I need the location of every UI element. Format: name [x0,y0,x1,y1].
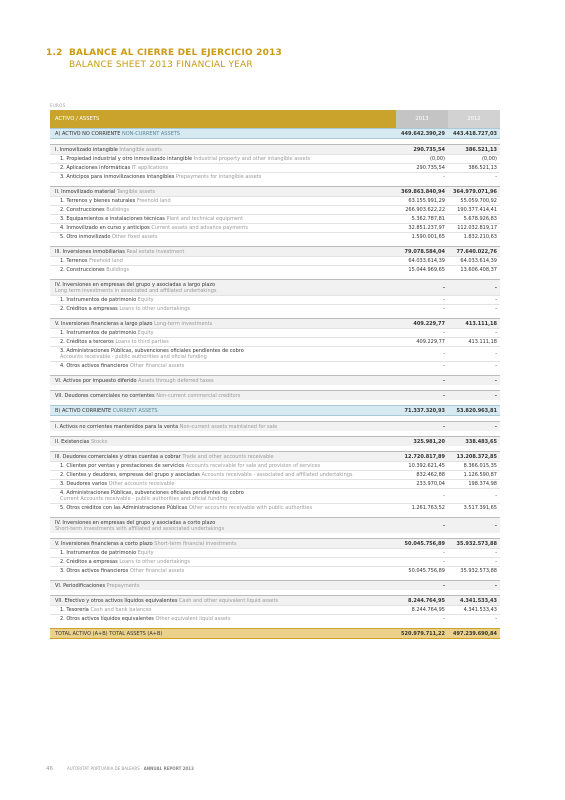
row-label-es: 1. Instrumentos de patrimonio [60,297,137,303]
row-label-en: IT applications [131,165,169,171]
value-2013: - [442,284,445,291]
row-label-es: I. Activos no corrientes mantenidos para la venta [55,423,179,430]
value-2012: 198.374,98 [468,481,497,487]
row-label-es: 2. Créditos a terceros [60,339,114,345]
value-2013: 409.229,77 [413,320,445,327]
value-2012: (0,00) [481,156,497,162]
section-number: 1.2 [46,48,63,58]
year-2012-header: 2012 [448,110,500,128]
row-label-en: Equity [137,297,154,303]
row-label-en: Other equivalent liquid assets [155,616,231,622]
value-2012: - [494,582,497,589]
section-row [50,405,500,416]
value-2012: 55.059.700,92 [460,198,497,204]
value-2012: - [495,351,497,357]
row-label-es: 1. Tesorería [60,607,89,613]
row-label-en: Loans to other undertakings [119,306,190,312]
row-label-es: I. Inmovilizado intangible [55,146,118,153]
value-2012: 112.032.819,17 [457,225,497,231]
row-label-en: Assets through deferred taxes [138,377,214,384]
item-row [50,232,500,241]
value-2012: - [494,284,497,291]
value-2013: 8.244.764,95 [407,597,445,604]
row-label-es: 2. Créditos a empresas [60,306,118,312]
value-2013: - [442,423,445,430]
value-2013: (0,00) [429,156,445,162]
item-row [50,304,500,313]
value-2013: 325.981,20 [413,438,445,445]
value-2012: 1.832.210,63 [463,234,497,240]
value-2013: - [442,377,445,384]
value-2013: 832.462,88 [416,472,445,478]
row-label-es: 3. Deudores varios [60,481,108,487]
item-row [50,461,500,470]
item-row [50,614,500,623]
item-row [50,328,500,337]
row-label-es: 2. Aplicaciones informáticas [60,165,131,171]
row-label-en: Prepayments for intangible assets [175,174,262,180]
value-2012: 413.111,18 [465,320,497,327]
row-label-en: Cash and bank balances [90,607,152,613]
row-label-es: 1. Terrenos [60,258,88,264]
item-row [50,470,500,479]
value-2012: 53.820.963,81 [456,407,497,414]
value-2013: 290.735,54 [416,165,445,171]
value-2012: - [495,174,497,180]
item-row [50,265,500,274]
item-row [50,488,500,503]
value-2013: - [443,351,445,357]
item-row [50,205,500,214]
value-2012: - [494,392,497,399]
value-2012: - [494,377,497,384]
item-row [50,172,500,181]
row-label-en: Non-current assets maintained for sale [179,423,278,430]
value-2013: - [443,559,445,565]
item-row [50,548,500,557]
section-subtitle: BALANCE SHEET 2013 FINANCIAL YEAR [69,60,253,70]
row-label-en: Non-current commercial creditors [156,392,241,399]
value-2012: - [495,297,497,303]
item-row [50,154,500,163]
value-2013: 266.903.622,22 [405,207,445,213]
value-2012: 338.483,65 [465,438,497,445]
row-label-es: 4. Administraciones Públicas, subvenciones oficiales pendientes de cobro [60,490,244,496]
group-row [50,246,500,256]
value-2013: 5.362.787,81 [411,216,445,222]
value-2013: 10.392.621,45 [408,463,445,469]
value-2013: - [443,493,445,499]
row-label-es: 4. Otros activos financieros [60,363,129,369]
value-2013: 71.337.320,93 [404,407,445,414]
row-label-en: Real estate investment [126,248,185,255]
value-2012: - [495,493,497,499]
value-2013: 1.590.001,65 [411,234,445,240]
item-row [50,361,500,370]
value-2013: 15.044.969,65 [408,267,445,273]
value-2013: - [442,392,445,399]
value-2013: 32.851.237,97 [408,225,445,231]
row-label-en: Short-term investments with affiliated and associated undertakings [55,525,225,532]
row-label-en: Other fixed assets [111,234,158,240]
row-label-en: Accounts receivable - public authorities and oficial funding [60,354,207,360]
row-label-es: 4. Inmovilizado en curso y anticipos [60,225,150,231]
row-label-es: 3. Administraciones Públicas, subvenciones oficiales pendientes de cobro [60,348,244,354]
row-label-en: Loans to other undertakings [119,559,190,565]
row-label-en: Tangible assets [116,188,155,195]
group-row [50,580,500,590]
value-2012: 413.111,18 [468,339,497,345]
row-label-en: CURRENT ASSETS [112,407,158,414]
value-2013: - [443,174,445,180]
row-label-en: Accounts receivable - associated and affiliated undertakings [201,472,353,478]
group-row [50,318,500,328]
item-row [50,223,500,232]
value-2013: - [442,582,445,589]
row-label-es: V. Inversiones financieras a corto plazo [55,540,153,547]
row-label-en: Long term investments in associated and affiliated undertakings [55,287,217,294]
item-row [50,557,500,566]
row-label-en: Intangible assets [119,146,162,153]
row-label-en: Plant and technical equipment [166,216,244,222]
header-label-en: / ASSETS [74,116,100,122]
row-label-es: 1. Propiedad industrial y otro inmovilizado intangible [60,156,193,162]
row-label-es: 2. Construcciones [60,267,105,273]
item-row [50,346,500,361]
value-2012: 5.678.926,83 [463,216,497,222]
item-row [50,214,500,223]
header-label-es: ACTIVO [55,116,75,122]
row-label-es: III. Deudores comerciales y otras cuentas a cobrar [55,453,181,460]
row-label-en: TOTAL ASSETS (A+B) [109,630,163,637]
row-label-es: VI. Activos por impuesto diferido [55,377,137,384]
section-row [50,128,500,139]
group-row [50,538,500,548]
year-2013-header: 2013 [396,110,448,128]
value-2013: 233.970,04 [416,481,445,487]
row-label-es: 2. Créditos a empresas [60,559,118,565]
group-row [50,451,500,461]
value-2013: - [443,306,445,312]
row-label-en: Short-term financial investments [154,540,237,547]
group-row [50,436,500,446]
row-label-en: Current Accounts receivable - public authorities and oficial funding [60,496,228,502]
item-row [50,503,500,512]
balance-sheet-table [50,110,500,639]
row-label-en: Prepayments [106,582,140,589]
row-label-en: Other accounts receivable [108,481,175,487]
row-label-en: Other financial assets [129,568,185,574]
row-label-es: 1. Instrumentos de patrimonio [60,330,137,336]
row-label-es: 2. Clientes y deudores, empresas del grupo y asociadas [60,472,200,478]
item-row [50,479,500,488]
item-row [50,196,500,205]
value-2012: - [494,522,497,529]
value-2012: 364.979.071,96 [453,188,497,195]
value-2013: - [443,616,445,622]
row-label-en: Accounts receivable for sale and provision of services [185,463,321,469]
footer-report: ANNUAL REPORT 2013 [143,766,194,771]
value-2013: 50.045.756,89 [404,540,445,547]
group-row [50,595,500,605]
item-row [50,256,500,265]
row-label-es: IV. Inversiones en empresas del grupo y asociadas a corto plazo [55,519,216,526]
group-row [50,186,500,196]
row-label-es: VII. Deudores comerciales no corrientes [55,392,155,399]
value-2012: 13.606.408,37 [460,267,497,273]
row-label-es: 1. Instrumentos de patrimonio [60,550,137,556]
row-label-es: V. Inversiones financieras a largo plazo [55,320,153,327]
value-2012: 3.517.391,65 [463,505,497,511]
value-2013: 12.720.817,89 [404,453,445,460]
value-2013: - [443,330,445,336]
group-row [50,421,500,431]
value-2012: 386.521,13 [468,165,497,171]
item-row [50,163,500,172]
value-2012: 35.932.573,88 [456,540,497,547]
row-label-en: NON-CURRENT ASSETS [122,130,181,137]
units-label: EUROS [50,103,66,108]
row-label-en: Cash and other equivalent liquid assets [179,597,279,604]
value-2012: 190.377.414,41 [457,207,497,213]
value-2012: 443.418.727,03 [453,130,497,137]
item-row [50,605,500,614]
value-2012: 13.208.372,85 [456,453,497,460]
value-2012: - [495,550,497,556]
row-label-en: Trade and other accounts receivable [182,453,274,460]
value-2013: 64.033.614,39 [408,258,445,264]
page-footer [46,766,194,772]
value-2012: 35.932.573,88 [460,568,497,574]
value-2012: 4.341.533,43 [459,597,497,604]
row-label-en: Loans to third parties [115,339,169,345]
value-2013: - [443,297,445,303]
row-label-en: Current assets and advance payments [151,225,248,231]
row-label-en: Freehold land [136,198,171,204]
value-2012: 1.126.590,87 [463,472,497,478]
item-row [50,337,500,346]
value-2012: - [495,306,497,312]
row-label-es: VI. Periodificaciones [55,582,106,589]
group-row [50,279,500,295]
value-2012: 497.239.690,84 [453,630,497,637]
group-row [50,390,500,400]
value-2013: 63.155.991,29 [408,198,445,204]
footer-separator: · [139,766,144,771]
row-label-en: Other accounts receivable with public authorities [188,505,313,511]
value-2012: 77.640.022,76 [456,248,497,255]
row-label-en: Equity [137,330,154,336]
value-2012: 8.366.015,35 [463,463,497,469]
row-label-es: 3. Otros activos financieros [60,568,129,574]
value-2012: 386.521,13 [465,146,497,153]
row-label-es: 3. Anticipos para inmovilizaciones intangibles [60,174,175,180]
value-2013: 290.735,54 [413,146,445,153]
row-label-es: 1. Terrenos y bienes naturales [60,198,136,204]
row-label-en: Industrial property and other intangible assets [193,156,311,162]
row-label-es: TOTAL ACTIVO (A+B) [55,630,108,637]
value-2013: - [442,522,445,529]
item-row [50,295,500,304]
row-label-en: Buildings [106,267,130,273]
row-label-en: Long-term investments [154,320,213,327]
row-label-es: III. Inversiones inmobiliarias [55,248,125,255]
row-label-es: 5. Otros créditos con las Administraciones Públicas [60,505,188,511]
row-label-es: 5. Otro inmovilizado [60,234,111,240]
value-2013: 449.642.390,29 [401,130,445,137]
value-2012: 4.341.533,43 [463,607,497,613]
value-2012: - [495,363,497,369]
row-label-en: Stocks [90,438,108,445]
value-2013: 369.863.840,94 [401,188,445,195]
row-label-en: Buildings [106,207,130,213]
total-row [50,628,500,639]
table-body [50,128,500,639]
value-2013: 79.078.584,04 [404,248,445,255]
footer-org: AUTORITAT PORTUÀRIA DE BALEARS [67,766,140,771]
value-2013: 409.229,77 [416,339,445,345]
value-2012: - [495,616,497,622]
row-label-es: 2. Construcciones [60,207,105,213]
group-row [50,144,500,154]
row-label-es: 1. Clientes por ventas y prestaciones de servicios [60,463,185,469]
value-2012: 64.033.614,39 [460,258,497,264]
value-2013: 520.979.711,22 [401,630,445,637]
value-2012: - [494,423,497,430]
row-label-es: 3. Equipamientos e instalaciones técnicas [60,216,165,222]
row-label-es: II. Existencias [55,438,90,445]
value-2013: - [443,550,445,556]
row-label-es: B) ACTIVO CORRIENTE [55,407,112,414]
section-title: BALANCE AL CIERRE DEL EJERCICIO 2013 [69,48,283,58]
value-2012: - [495,330,497,336]
row-label-es: VII. Efectivo y otros activos líquidos equivalentes [55,597,178,604]
item-row [50,566,500,575]
value-2013: - [443,363,445,369]
row-label-es: IV. Inversiones en empresas del grupo y asociadas a largo plazo [55,281,216,288]
group-row [50,517,500,533]
row-label-es: A) ACTIVO NO CORRIENTE [55,130,121,137]
table-header-row [50,110,500,128]
row-label-es: II. Inmovilizado material [55,188,116,195]
row-label-es: 2. Otros activos líquidos equivalentes [60,616,154,622]
value-2013: 50.045.756,89 [408,568,445,574]
value-2013: 8.244.764,95 [411,607,445,613]
row-label-en: Other financial assets [129,363,185,369]
value-2013: 1.261.763,52 [411,505,445,511]
row-label-en: Equity [137,550,154,556]
page-number: 46 [46,766,53,772]
group-row [50,375,500,385]
row-label-en: Freehold land [89,258,123,264]
value-2012: - [495,559,497,565]
